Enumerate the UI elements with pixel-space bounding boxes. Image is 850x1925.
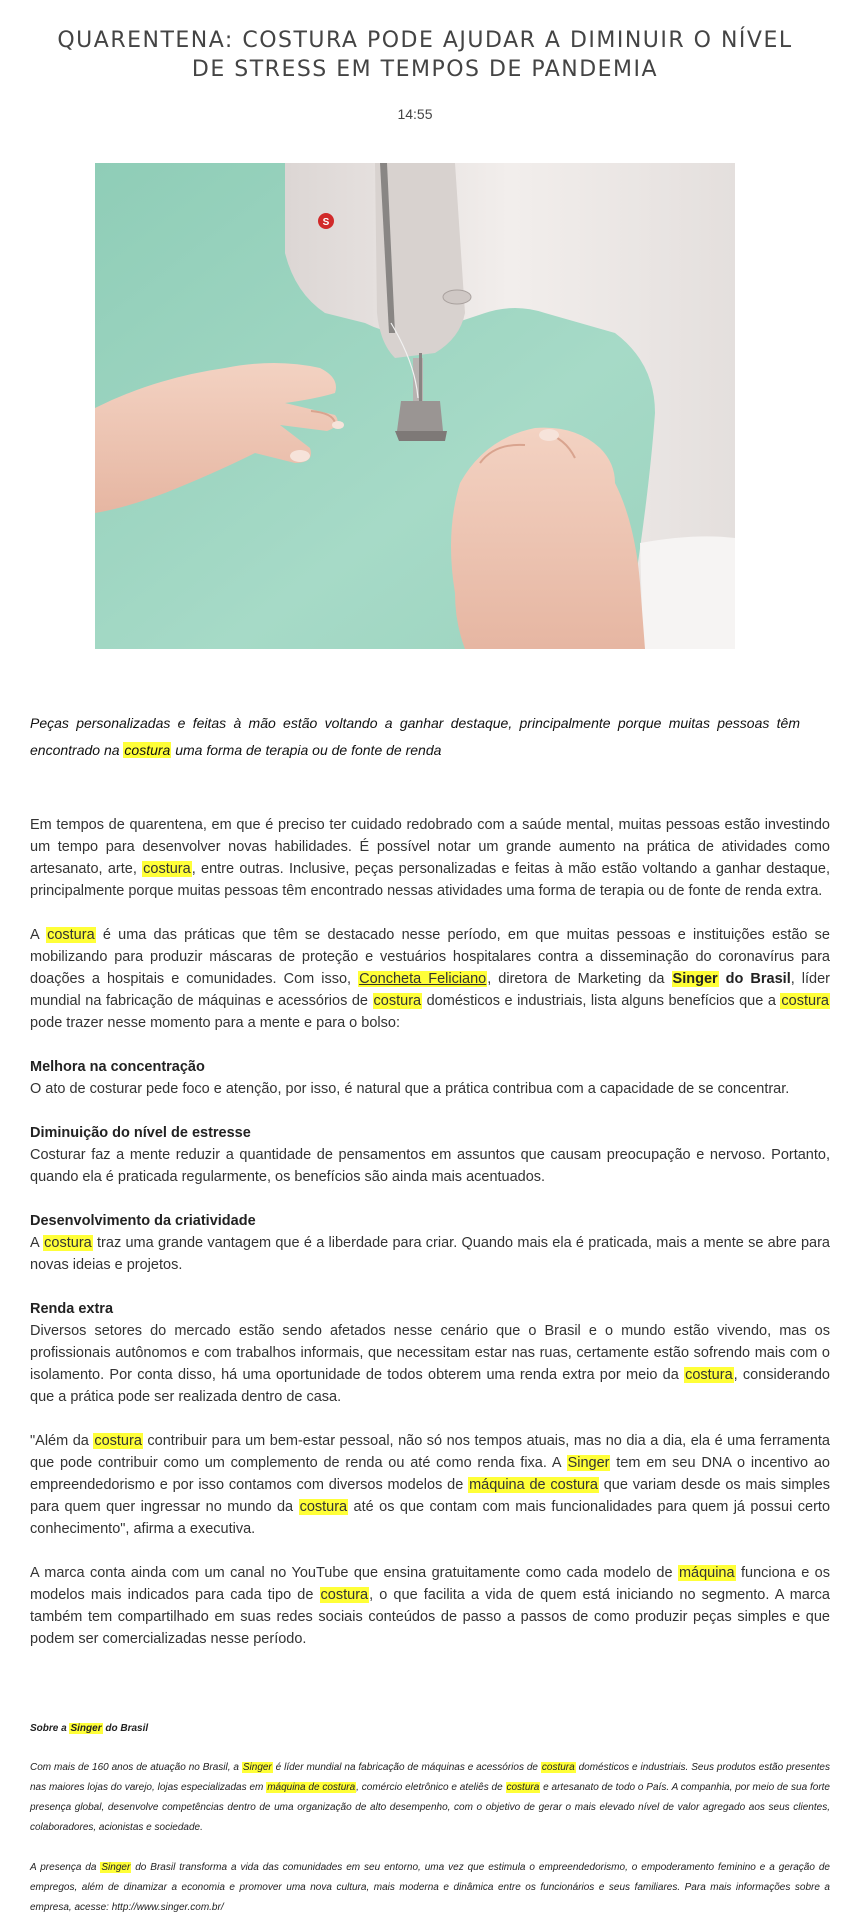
about-text: é líder mundial na fabricação de máquinas e acessórios de xyxy=(272,1762,541,1773)
keyword-highlight: costura xyxy=(299,1499,348,1515)
paragraph-text: funciona e os modelos mais indicados para cada tipo de xyxy=(30,1565,830,1603)
about-title-text: do Brasil xyxy=(102,1723,149,1734)
person-link[interactable]: Concheta Feliciano xyxy=(359,971,487,987)
about-text: do Brasil transforma a vida das comunidades em seu entorno, uma vez que estimula o empreendedorismo, o empoderamento feminino e a geração de empregos, além de dinamizar a economia e promover uma nova cultura, mais moderna e dinâmica entre os funcionários e seus familiares. Para mais informações sobre a empresa, acesse: http://www.singer.com.br/ xyxy=(30,1862,830,1913)
paragraph-text: domésticos e industriais, lista alguns benefícios que a xyxy=(422,993,781,1009)
quote-text: que variam desde os mais simples para quem quer ingressar no mundo da xyxy=(30,1477,830,1515)
section-text: Costurar faz a mente reduzir a quantidade de pensamentos em assuntos que causam preocupação e nervoso. Portanto, quando ela é praticada regularmente, os benefícios são ainda mais acentuados. xyxy=(30,1147,830,1185)
keyword-highlight: costura xyxy=(506,1782,540,1793)
quote-text: contribuir para um bem-estar pessoal, não só nos tempos atuais, mas no dia a dia, ela é uma ferramenta que pode contribuir como um complemento de renda ou até como renda fixa. A xyxy=(30,1433,830,1471)
keyword-highlight: máquina de costura xyxy=(469,1477,598,1493)
paragraph-text: A xyxy=(30,927,47,943)
article-title: QUARENTENA: COSTURA PODE AJUDAR A DIMINUIR O NÍVEL DE STRESS EM TEMPOS DE PANDEMIA xyxy=(57,28,793,82)
lead-text-2: uma forma de terapia ou de fonte de renda xyxy=(171,742,442,758)
keyword-highlight: costura xyxy=(47,927,95,943)
quote-text: tem em seu DNA o incentivo ao empreendedorismo e por isso contamos com diversos modelos de xyxy=(30,1455,830,1493)
paragraph-text: , entre outras. Inclusive, peças personalizadas e feitas à mão estão voltando a ganhar destaque, principalmente porque muitas pessoas têm encontrado nessas atividades uma forma de terapia ou de fonte de renda extra. xyxy=(30,861,830,899)
section-heading: Desenvolvimento da criatividade xyxy=(30,1213,256,1229)
keyword-highlight: costura xyxy=(124,742,171,758)
section-creativity xyxy=(30,1210,830,1276)
keyword-highlight: costura xyxy=(685,1367,733,1383)
paragraph-intro xyxy=(30,814,830,902)
about-text: Com mais de 160 anos de atuação no Brasil, a xyxy=(30,1762,242,1773)
brand-highlight: Singer xyxy=(567,1455,610,1471)
keyword-highlight: costura xyxy=(143,861,191,877)
paragraph-text: A marca conta ainda com um canal no YouTube que ensina gratuitamente como cada modelo de xyxy=(30,1565,678,1581)
about-paragraph-2 xyxy=(30,1858,830,1918)
section-heading: Renda extra xyxy=(30,1301,114,1317)
paragraph-practice xyxy=(30,924,830,1034)
section-text: Diversos setores do mercado estão sendo afetados nesse cenário que o Brasil e o mundo estão vivendo, mas os profissionais autônomos e com trabalhos informais, que necessitam estar nas ruas, certamente estão sofrendo mais com o isolamento. Por conta disso, há uma oportunidade de todos obterem uma renda extra por meio da xyxy=(30,1323,830,1383)
paragraph-text: , diretora de Marketing da xyxy=(487,971,672,987)
keyword-highlight: costura xyxy=(44,1235,92,1251)
section-heading: Diminuição do nível de estresse xyxy=(30,1125,251,1141)
about-text: A presença da xyxy=(30,1862,101,1873)
keyword-highlight: costura xyxy=(373,993,422,1009)
about-text: , comércio eletrônico e ateliês de xyxy=(356,1782,506,1793)
keyword-highlight: máquina xyxy=(678,1565,735,1581)
paragraph-quote xyxy=(30,1430,830,1540)
section-extra-income xyxy=(30,1298,830,1408)
brand-highlight: Singer xyxy=(672,971,718,987)
about-paragraph-1 xyxy=(30,1758,830,1838)
brand-highlight: Singer xyxy=(70,1723,102,1734)
quote-text: "Além da xyxy=(30,1433,94,1449)
section-stress xyxy=(30,1122,830,1188)
hero-image xyxy=(95,163,735,649)
section-text: A xyxy=(30,1235,44,1251)
paragraph-text: pode trazer nesse momento para a mente e para o bolso: xyxy=(30,1015,400,1031)
section-text: traz uma grande vantagem que é a liberdade para criar. Quando mais ela é praticada, mais a mente se abre para novas ideias e projetos. xyxy=(30,1235,831,1273)
about-text: domésticos e industriais. Seus produtos estão presentes nas maiores lojas do varejo, lojas especializadas em xyxy=(30,1762,830,1793)
svg-text:S: S xyxy=(322,217,330,228)
section-text: O ato de costurar pede foco e atenção, por isso, é natural que a prática contribua com a capacidade de se concentrar. xyxy=(30,1081,790,1097)
about-title-text: Sobre a xyxy=(30,1723,70,1734)
keyword-highlight: máquina de costura xyxy=(267,1782,356,1793)
paragraph-text: , o que facilita a vida de quem está iniciando no segmento. A marca também tem compartilhado em suas redes sociais conteúdos de passo a passos de como produzir peças simples e que podem ser comercializadas nesse período. xyxy=(30,1587,830,1647)
paragraph-text: é uma das práticas que têm se destacado nesse período, em que muitas pessoas e instituições estão se mobilizando para produzir máscaras de proteção e vestuários hospitalares contra a disseminação do coronavírus para doações a hospitais e comunidades. Com isso, xyxy=(30,927,830,987)
section-text: , considerando que a prática pode ser realizada dentro de casa. xyxy=(30,1367,830,1405)
section-concentration xyxy=(30,1056,830,1100)
about-text: e artesanato de todo o País. A companhia, por meio de sua forte presença global, desenvolve competências dentro de uma organização de alto desempenho, com o objetivo de gerar o mais elevado nível de valor agregado aos seus clientes, colaboradores, acionistas e sociedade. xyxy=(30,1782,830,1833)
keyword-highlight: costura xyxy=(94,1433,142,1449)
brand-highlight: Singer xyxy=(101,1862,131,1873)
about-title xyxy=(30,1719,830,1739)
paragraph-brand xyxy=(30,1562,830,1650)
paragraph-text: , líder mundial na fabricação de máquinas e acessórios de xyxy=(30,971,831,1009)
brand-highlight: Singer xyxy=(242,1762,272,1773)
lead-text-1: Peças personalizadas e feitas à mão estão voltando a ganhar destaque, principalmente porque muitas pessoas têm encontrado na xyxy=(30,715,800,758)
paragraph-text: Em tempos de quarentena, em que é preciso ter cuidado redobrado com a saúde mental, muitas pessoas estão investindo um tempo para desenvolver novas habilidades. É possível notar um grande aumento na prática de atividades como artesanato, arte, xyxy=(30,817,830,877)
article-lead xyxy=(30,710,800,764)
sewing-machine-illustration xyxy=(95,163,735,649)
brand-name: do Brasil xyxy=(718,971,791,987)
keyword-highlight: costura xyxy=(781,993,829,1009)
keyword-highlight: costura xyxy=(541,1762,575,1773)
quote-text: até os que contam com mais funcionalidades para quem já possui certo conhecimento", afirma a executiva. xyxy=(30,1499,831,1537)
keyword-highlight: costura xyxy=(320,1587,369,1603)
section-heading: Melhora na concentração xyxy=(30,1059,205,1075)
article-time: 14:55 xyxy=(397,106,433,122)
